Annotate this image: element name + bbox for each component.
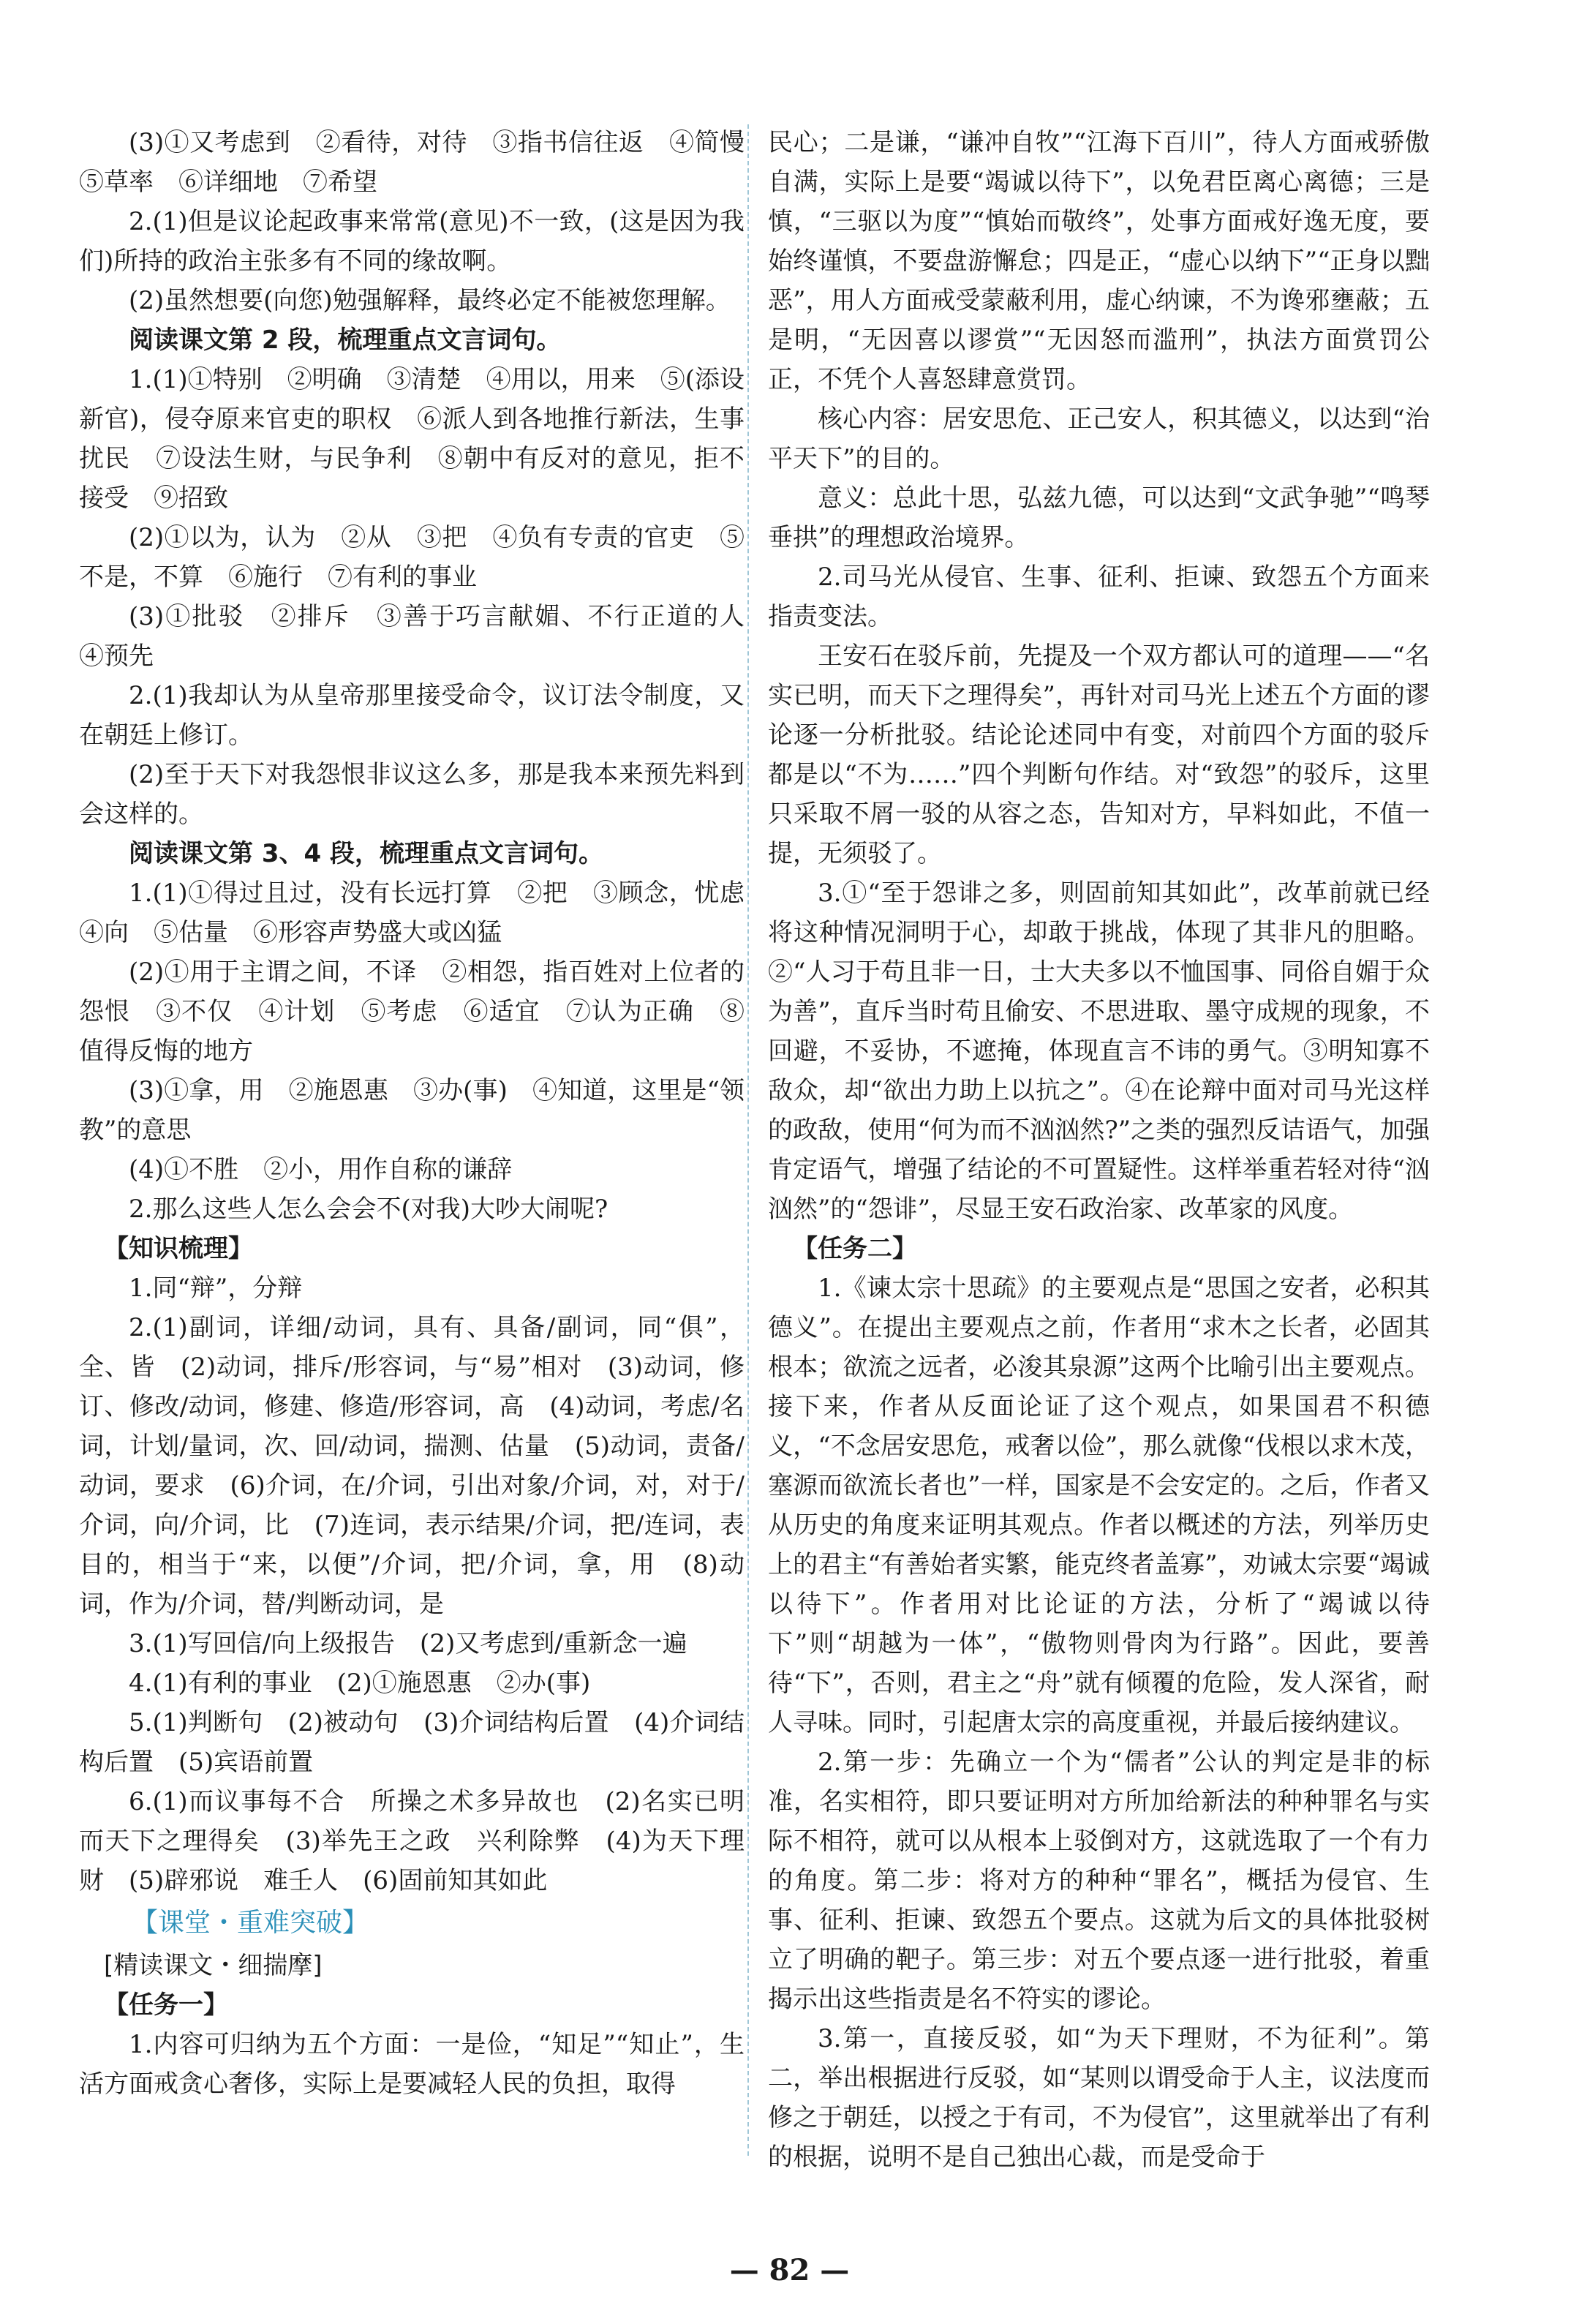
paragraph: 1.(1)①特别 ②明确 ③清楚 ④用以，用来 ⑤(添设新官)，侵夺原来官吏的职权 ⑥派人到各地推行新法，生事扰民 ⑦设法生财，与民争利 ⑧朝中有反对的意见，拒不接受 ⑨招致: [79, 365, 745, 513]
paragraph: 核心内容：居安思危、正己安人，积其德义，以达到“治平天下”的目的。: [768, 405, 1430, 473]
paragraph: (2)至于天下对我怨恨非议这么多，那是我本来预先料到会这样的。: [79, 760, 745, 829]
paragraph: 1.《谏太宗十思疏》的主要观点是“思国之安者，必积其德义”。在提出主要观点之前，作者用“求木之长者，必固其根本；欲流之远者，必浚其泉源”这两个比喻引出主要观点。接下来，作者从反面论证了这个观点，如果国君不积德义，“不念居安思危，戒奢以俭”，那么就像“伐根以求木茂，塞源而欲流长者也”一样，国家是不会安定的。之后，作者又从历史的角度来证明其观点。作者以概述的方法，列举历史上的君主“有善始者实繁，能克终者盖寡”，劝诫太宗要“竭诚以待下”。作者用对比论证的方法，分析了“竭诚以待下”则“胡越为一体”，“傲物则骨肉为行路”。因此，要善待“下”，否则，君主之“舟”就有倾覆的危险，发人深省，耐人寻味。同时，引起唐太宗的高度重视，并最后接纳建议。: [768, 1274, 1430, 1737]
paragraph: (2)①以为，认为 ②从 ③把 ④负有专责的官吏 ⑤不是，不算 ⑥施行 ⑦有利的事业: [79, 523, 745, 592]
paragraph: (3)①又考虑到 ②看待，对待 ③指书信往返 ④简慢 ⑤草率 ⑥详细地 ⑦希望: [79, 128, 769, 197]
left-column: [79, 123, 769, 2104]
paragraph: 2.司马光从侵官、生事、征利、拒谏、致怨五个方面来指责变法。: [768, 563, 1430, 631]
right-column: [768, 123, 1430, 2177]
paragraph: 6.(1)而议事每不合 所操之术多异故也 (2)名实已明 而天下之理得矣 (3)举先王之政 兴利除弊 (4)为天下理财 (5)辟邪说 难壬人 (6)固前知其如此: [79, 1787, 769, 1895]
paragraph: 1.同“辩”，分辩: [129, 1274, 303, 1303]
paragraph: 王安石在驳斥前，先提及一个双方都认可的道理——“名实已明，而天下之理得矣”，再针对司马光上述五个方面的谬论逐一分析批驳。结论论述同中有变，对前四个方面的驳斥都是以“不为……”四个判断句作结。对“致怨”的驳斥，这里只采取不屑一驳的从容之态，告知对方，早料如此，不值一提，无须驳了。: [768, 642, 1430, 868]
section-title: 【课堂・重难突破】: [132, 1908, 369, 1938]
column-divider: [747, 124, 749, 2156]
paragraph: (2)①用于主谓之间，不译 ②相怨，指百姓对上位者的怨恨 ③不仅 ④计划 ⑤考虑 ⑥适宜 ⑦认为正确 ⑧值得反悔的地方: [79, 958, 745, 1066]
paragraph: 2.(1)但是议论起政事来常常(意见)不一致，(这是因为我们)所持的政治主张多有不同的缘故啊。: [79, 207, 745, 276]
paragraph: 3.第一，直接反驳，如“为天下理财，不为征利”。第二，举出根据进行反驳，如“某则以谓受命于人主，议法度而修之于朝廷，以授之于有司，不为侵官”，这里就举出了有利的根据，说明不是自己独出心裁，而是受命于: [768, 2024, 1430, 2172]
paragraph: 民心；二是谦，“谦冲自牧”“江海下百川”，待人方面戒骄傲自满，实际上是要“竭诚以待下”，以免君臣离心离德；三是慎，“三驱以为度”“慎始而敬终”，处事方面戒好逸无度，要始终谨慎，不要盘游懈怠；四是正，“虚心以纳下”“正身以黜恶”，用人方面戒受蒙蔽利用，虚心纳谏，不为谗邪壅蔽；五是明，“无因喜以谬赏”“无因怒而滥刑”，执法方面赏罚公正，不凭个人喜怒肆意赏罚。: [768, 128, 1430, 394]
paragraph: 4.(1)有利的事业 (2)①施恩惠 ②办(事): [129, 1669, 591, 1698]
paragraph: 2.(1)副词，详细/动词，具有、具备/副词，同“俱”，全、皆 (2)动词，排斥/形容词，与“易”相对 (3)动词，修订、修改/动词，修建、修造/形容词，高 (4)动词，考虑/名词，计划/量词，次、回/动词，揣测、估量 (5)动词，责备/动词，要求 (6)介词，在/介词，引出对象/介词，对，对于/介词，向/介词，比 (7)连词，表示结果/介词，把/连词，表目的，相当于“来，以便”/介词，把/介词，拿，用 (8)动词，作为/介词，替/判断动词，是: [79, 1313, 745, 1619]
task-heading: 【任务一】: [104, 1990, 228, 2020]
paragraph: 3.(1)写回信/向上级报告 (2)又考虑到/重新念一遍: [129, 1629, 687, 1658]
paragraph: 意义：总此十思，弘兹九德，可以达到“文武争驰”“鸣琴垂拱”的理想政治境界。: [768, 484, 1430, 552]
paragraph: (3)①拿，用 ②施恩惠 ③办(事) ④知道，这里是“领教”的意思: [79, 1076, 745, 1145]
paragraph: 2.第一步：先确立一个为“儒者”公认的判定是非的标准，名实相符，即只要证明对方所加给新法的种种罪名与实际不相符，就可以从根本上驳倒对方，这就选取了一个有力的角度。第二步：将对方的种种“罪名”，概括为侵官、生事、征利、拒谏、致怨五个要点。这就为后文的具体批驳树立了明确的靶子。第三步：对五个要点逐一进行批驳，着重揭示出这些指责是名不符实的谬论。: [768, 1748, 1430, 2014]
task-heading: 【知识梳理】: [104, 1234, 253, 1263]
paragraph: (2)虽然想要(向您)勉强解释，最终必定不能被您理解。: [129, 286, 731, 315]
paragraph: 5.(1)判断句 (2)被动句 (3)介词结构后置 (4)介词结构后置 (5)宾语前置: [79, 1708, 745, 1777]
paragraph: 2.那么这些人怎么会会不(对我)大吵大闹呢?: [129, 1195, 608, 1224]
paragraph: 1.(1)①得过且过，没有长远打算 ②把 ③顾念，忧虑 ④向 ⑤估量 ⑥形容声势盛大或凶猛: [79, 879, 769, 947]
page-number: — 82 —: [729, 2253, 850, 2287]
paragraph: 2.(1)我却认为从皇帝那里接受命令，议订法令制度，又在朝廷上修订。: [79, 681, 745, 750]
paragraph: (3)①批驳 ②排斥 ③善于巧言献媚、不行正道的人 ④预先: [79, 602, 769, 671]
task-heading: 【任务二】: [793, 1234, 917, 1263]
paragraph: 1.内容可归纳为五个方面：一是俭，“知足”“知止”，生活方面戒贪心奢侈，实际上是要减轻人民的负担，取得: [79, 2030, 745, 2099]
paragraph: (4)①不胜 ②小，用作自称的谦辞: [129, 1155, 513, 1184]
subsection-title: [精读课文・细揣摩]: [104, 1951, 323, 1980]
reading-heading: 阅读课文第 2 段，梳理重点文言词句。: [129, 326, 562, 355]
reading-heading: 阅读课文第 3、4 段，梳理重点文言词句。: [129, 839, 603, 868]
paragraph: 3.①“至于怨诽之多，则固前知其如此”，改革前就已经将这种情况洞明于心，却敢于挑战，体现了其非凡的胆略。②“人习于苟且非一日，士大夫多以不恤国事、同俗自媚于众为善”，直斥当时苟且偷安、不思进取、墨守成规的现象，不回避，不妥协，不遮掩，体现直言不讳的勇气。③明知寡不敌众，却“欲出力助上以抗之”。④在论辩中面对司马光这样的政敌，使用“何为而不汹汹然?”之类的强烈反诘语气，加强肯定语气，增强了结论的不可置疑性。这样举重若轻对待“汹汹然”的“怨诽”，尽显王安石政治家、改革家的风度。: [768, 879, 1430, 1224]
